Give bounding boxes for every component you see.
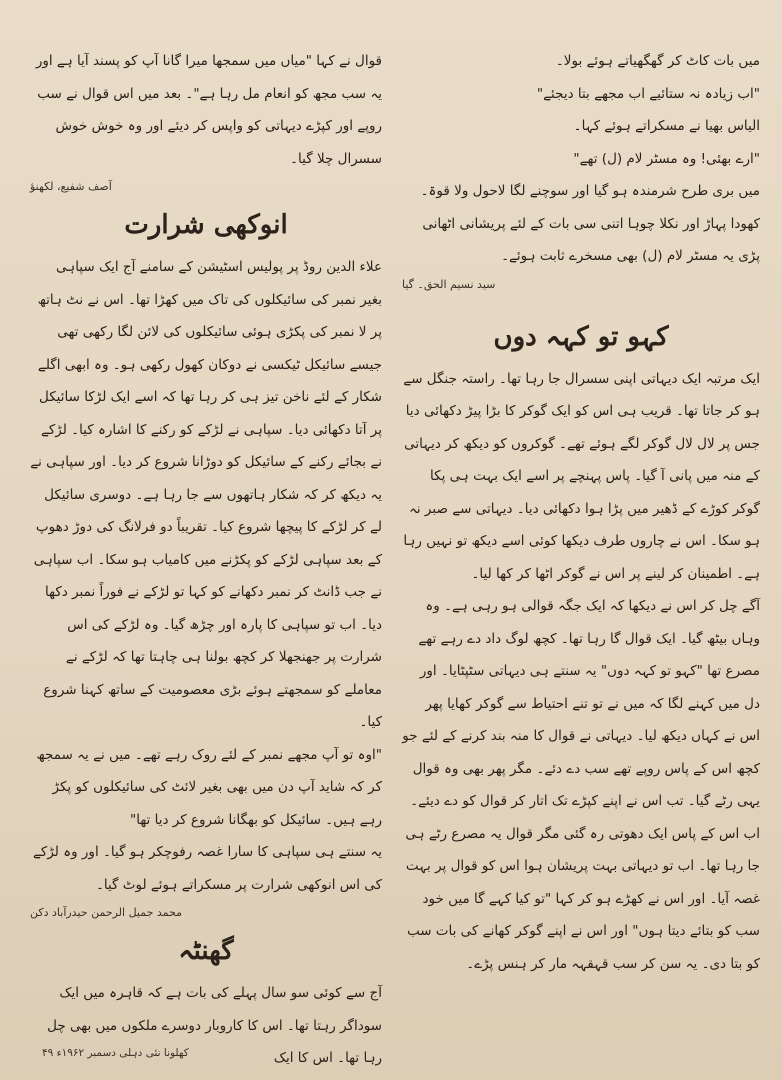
story-title: کہو تو کہہ دوں xyxy=(493,321,669,352)
paragraph: علاء الدین روڈ پر پولیس اسٹیشن کے سامنے آج ایک سپاہی بغیر نمبر کی سائیکلوں کی تاک میں کھڑا تھا۔ اس نے نٹ ہاتھ پر لا نمبر کی پکڑی ہوئی سائیکلوں کی لائن لگا رکھی تھی جیسے سائیکل ٹیکسی نے دوکان کھول رکھی ہو۔ وہ ابھی اگلے شکار کے لئے ناخن تیز ہی کر رہا تھا کہ اسے ایک لڑکا سائیکل پر آتا دکھائی دیا۔ سپاہی نے لڑکے کو رکنے کا اشارہ کیا۔ لڑکے نے بجائے رکنے کے سائیکل کو دوڑانا شروع کر دیا۔ اور سپاہی نے یہ دیکھ کر کہ شکار ہاتھوں سے جا رہا ہے۔ دوسری سائیکل لے کر لڑکے کا پیچھا شروع کیا۔ تقریباً دو فرلانگ کی دوڑ دھوپ کے بعد سپاہی لڑکے کو پکڑنے میں کامیاب ہو سکا۔ اب سپاہی نے جب ڈانٹ کر نمبر دکھانے کو کہا تو لڑکے نے فوراً نمبر دکھا دیا۔ اب تو سپاہی کا پارہ اور چڑھ گیا۔ وہ لڑکے کی اس شرارت پر جھنجھلا کر کچھ بولنا ہی چاہتا تھا کہ لڑکے نے معاملے کو سمجھتے ہوئے بڑی معصومیت کے ساتھ کہنا شروع کیا۔ xyxy=(30,259,382,730)
story-author: آصف شفیع، لکھنؤ xyxy=(30,180,112,193)
left-column xyxy=(30,45,382,1075)
paragraph: میں بات کاٹ کر گھگھیاتے ہوئے بولا۔ xyxy=(555,53,760,69)
story-title: انوکھی شرارت xyxy=(124,210,288,240)
paragraph: "اوہ تو آپ مجھے نمبر کے لئے روک رہے تھے۔ میں نے یہ سمجھ کر کہ شاید آپ دن میں بھی بغیر لائٹ کی سائیکلوں کو پکڑ رہے ہیں۔ سائیکل کو بھگانا شروع کر دیا تھا" xyxy=(36,746,382,828)
paragraph: آج سے کوئی سو سال پہلے کی بات ہے کہ قاہرہ میں ایک سوداگر رہتا تھا۔ اس کا کاروبار دوسرے ملکوں میں بھی چل رہا تھا۔ اس کا ایک xyxy=(47,985,382,1066)
paragraph: ایک مرتبہ ایک دیہاتی اپنی سسرال جا رہا تھا۔ راستہ جنگل سے ہو کر جاتا تھا۔ قریب ہی اس کو ایک گوکر کا بڑا پیڑ دکھائی دیا جس پر لال لال گوکر لگے ہوئے تھے۔ گوکروں کو دیکھ کر دیہاتی کے منہ میں پانی آ گیا۔ پاس پہنچے پر اسے ایک بہت ہی پکا گوکر کوڑے کے ڈھیر میں پڑا ہوا دکھائی دیا۔ دیہاتی سے صبر نہ ہو سکا۔ اس نے چاروں طرف دیکھا کوئی اسے دیکھ تو نہیں رہا ہے۔ اطمینان کر لینے پر اس نے گوکر اٹھا کر کھا لیا۔ xyxy=(403,370,760,582)
right-column xyxy=(402,45,760,980)
paragraph: آگے چل کر اس نے دیکھا کہ ایک جگہ قوالی ہو رہی ہے۔ وہ وہاں بیٹھ گیا۔ ایک قوال گا رہا تھا۔ کچھ لوگ داد دے رہے تھے مصرع تھا "کہو تو کہہ دوں" یہ سنتے ہی دیہاتی سٹپٹایا۔ اور دل میں کہنے لگا کہ میں نے تو تنے احتیاط سے گوکر کھایا پھر اس نے کہاں دیکھ لیا۔ دیہاتی نے قوال کا منہ بند کرنے کے لئے جو کچھ اس کے پاس روپے تھے سب دے دئے۔ مگر پھر بھی وہ قوال یہی رٹے گیا۔ تب اس نے اپنے کپڑے تک اتار کر قوال کو دے دیئے۔ اب اس کے پاس ایک دھوتی رہ گئی مگر قوال یہ مصرع رٹے ہی جا رہا تھا۔ اب تو دیہاتی بہت پریشان ہوا اس کو قوال پر بہت غصہ آیا۔ اور اس نے کھڑے ہو کر کہا "تو کیا کہے گا میں خود سب کو بتائے دیتا ہوں" اور اس نے اپنے گوکر کھانے کی بات سب کو بتا دی۔ یہ سن کر سب قہقہہ مار کر ہنس پڑے۔ xyxy=(402,598,760,972)
paragraph: الیاس بھیا نے مسکراتے ہوئے کہا۔ xyxy=(573,118,760,134)
story-author: سید نسیم الحق۔ گیا xyxy=(402,277,496,291)
paragraph: یہ سنتے ہی سپاہی کا سارا غصہ رفوچکر ہو گیا۔ اور وہ لڑکے کی اس انوکھی شرارت پر مسکراتے ہوئے لوٹ گیا۔ xyxy=(33,844,382,893)
paragraph: "اب زیادہ نہ ستائیے اب مجھے بتا دیجئے" xyxy=(536,85,760,102)
story-author: محمد جمیل الرحمن حیدرآباد دکن xyxy=(30,906,183,919)
page-footer: کھلونا نئی دہلی دسمبر ۱۹۶۲ء ۴۹ xyxy=(42,1047,189,1059)
paragraph: میں بری طرح شرمندہ ہو گیا اور سوچنے لگا لاحول ولا قوۃ۔ کھودا پہاڑ اور نکلا چوہا اتنی سی بات کے لئے پریشانی اٹھانی پڑی یہ مسٹر لام (ل) بھی مسخرے ثابت ہوئے۔ xyxy=(420,183,760,264)
paragraph: "ارے بھئی! وہ مسٹر لام (ل) تھے" xyxy=(573,150,760,167)
paragraph: قوال نے کہا "میاں میں سمجھا میرا گانا آپ کو پسند آیا ہے اور یہ سب مجھ کو انعام مل رہا ہے"۔ بعد میں اس قوال نے سب روپے اور کپڑے دیہاتی کو واپس کر دیئے اور وہ خوش خوش سسرال چلا گیا۔ xyxy=(35,53,382,167)
story-title: گھنٹہ xyxy=(178,936,234,966)
